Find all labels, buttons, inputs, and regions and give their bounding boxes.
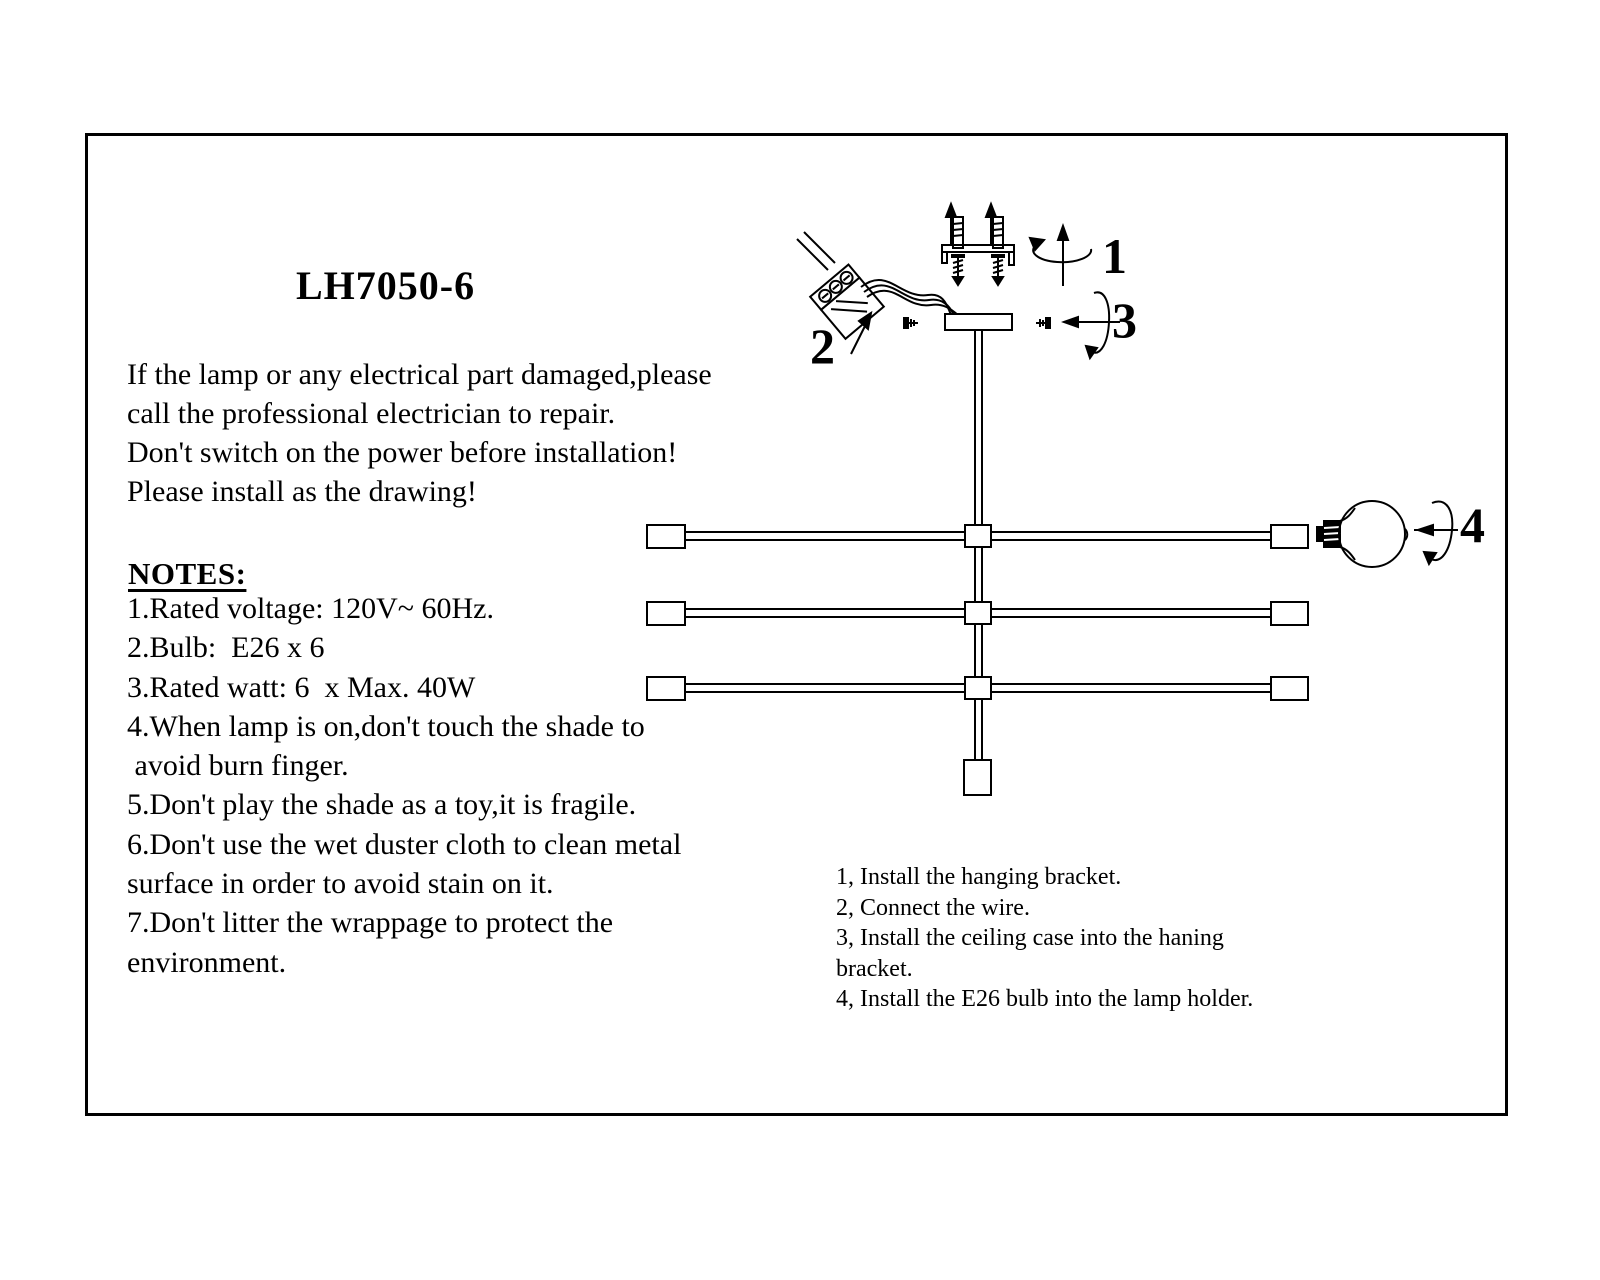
lamp-frame-icon xyxy=(647,330,1308,795)
note-line: environment. xyxy=(127,945,287,979)
warning-line: call the professional electrician to repair. xyxy=(127,397,616,430)
rotation-arrow-icon xyxy=(1414,502,1458,564)
note-line: 5.Don't play the shade as a toy,it is fragile. xyxy=(127,788,637,822)
callout-1-label: 1 xyxy=(1102,228,1127,284)
mounting-screw-icon xyxy=(951,256,965,285)
step-line: 2, Connect the wire. xyxy=(836,894,1030,921)
lamp-holder-icon xyxy=(1271,602,1308,625)
mounting-screw-icon xyxy=(991,256,1005,285)
lamp-holder-icon xyxy=(1271,677,1308,700)
wall-anchor-icon xyxy=(986,204,1003,248)
notes-heading: NOTES: xyxy=(128,556,247,591)
supply-cable-icon xyxy=(797,232,835,270)
note-line: 2.Bulb: E26 x 6 xyxy=(127,631,325,665)
note-line: 1.Rated voltage: 120V~ 60Hz. xyxy=(127,592,494,625)
step-line: bracket. xyxy=(836,955,913,982)
note-line: 7.Don't litter the wrappage to protect the xyxy=(127,906,614,940)
lamp-holder-icon xyxy=(1271,525,1308,548)
callout-4-label: 4 xyxy=(1460,497,1485,553)
rotation-arrow-icon xyxy=(1030,226,1091,286)
warning-line: Please install as the drawing! xyxy=(127,475,477,508)
step-line: 3, Install the ceiling case into the haning xyxy=(836,925,1224,952)
ceiling-canopy-icon xyxy=(945,314,1012,330)
note-line: surface in order to avoid stain on it. xyxy=(127,867,554,901)
lamp-holder-icon xyxy=(647,525,685,548)
page-title: LH7050-6 xyxy=(296,263,476,308)
bulb-icon xyxy=(1317,501,1407,567)
wall-anchor-icon xyxy=(946,204,963,248)
callout-3-label: 3 xyxy=(1112,292,1137,348)
note-line: avoid burn finger. xyxy=(127,749,349,783)
warning-line: Don't switch on the power before installation! xyxy=(127,436,678,469)
step-line: 1, Install the hanging bracket. xyxy=(836,864,1122,890)
side-screw-icon xyxy=(1036,318,1050,328)
side-screw-icon xyxy=(904,318,918,328)
note-line: 6.Don't use the wet duster cloth to clean metal xyxy=(127,827,682,861)
step-line: 4, Install the E26 bulb into the lamp holder. xyxy=(836,986,1254,1013)
note-line: 4.When lamp is on,don't touch the shade to xyxy=(127,709,645,743)
callout-2-label: 2 xyxy=(810,318,835,374)
warning-line: If the lamp or any electrical part damaged,please xyxy=(127,358,712,391)
lamp-holder-icon xyxy=(647,677,685,700)
note-line: 3.Rated watt: 6 x Max. 40W xyxy=(127,670,476,704)
lamp-holder-icon xyxy=(647,602,685,625)
rotation-arrow-icon xyxy=(1064,292,1120,358)
terminal-block-icon xyxy=(810,265,884,339)
